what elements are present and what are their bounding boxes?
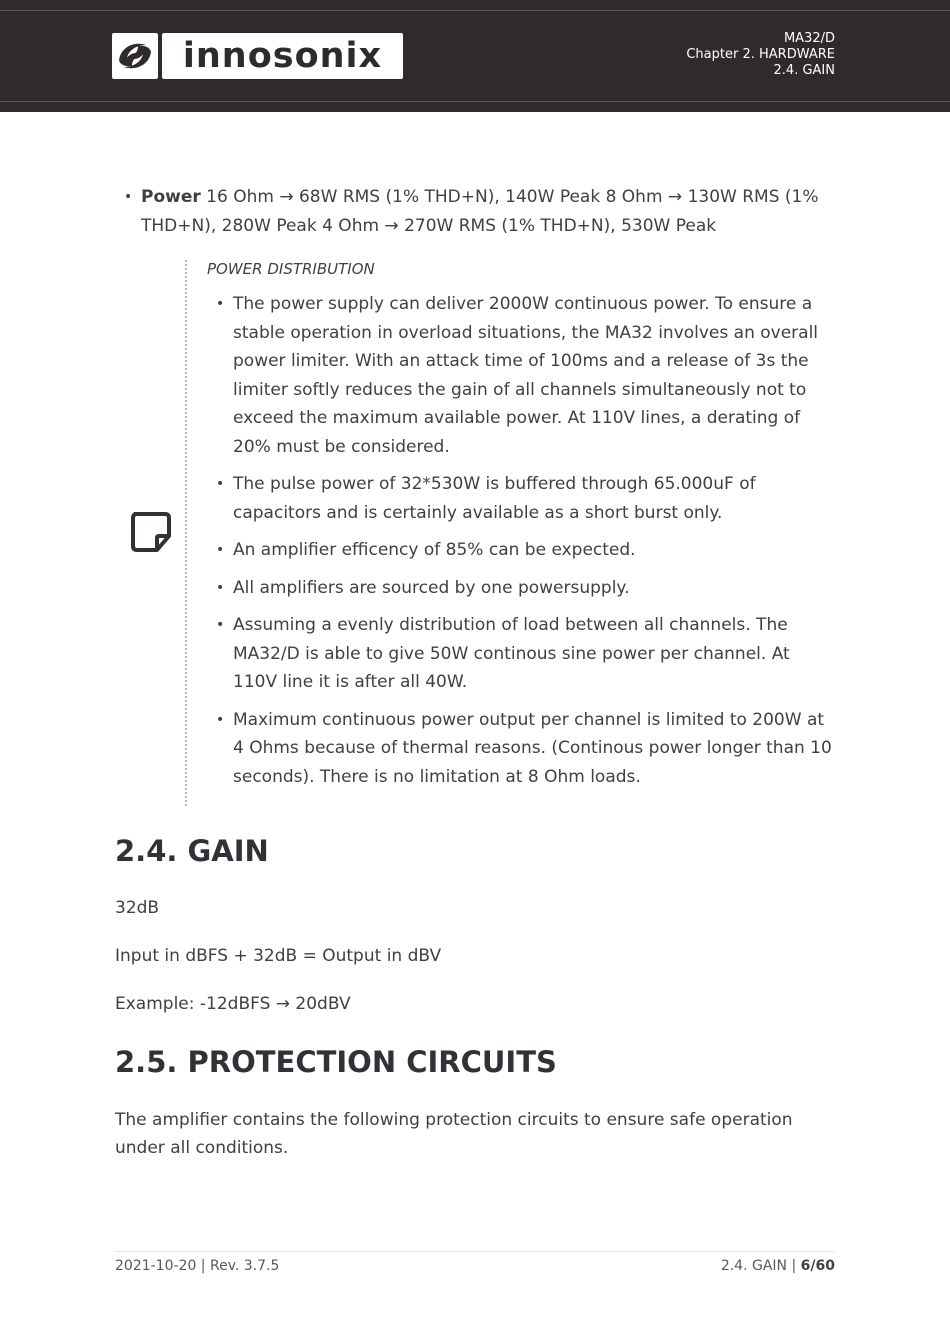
footer-separator: | (787, 1258, 801, 1274)
note-item: • Maximum continuous power output per channel is limited to 200W at 4 Ohms because of thermal reasons. (Continous power longer than 10 seconds). There is no limitation at 8 Ohm loads. (207, 706, 835, 792)
power-spec-text: 16 Ohm → 68W RMS (1% THD+N), 140W Peak 8 Ohm → 130W RMS (1% THD+N), 280W Peak 4 Ohm → 270W RMS (1% THD+N), 530W Peak (141, 187, 819, 236)
page-total: /60 (810, 1258, 835, 1274)
note-admonition (185, 260, 835, 806)
power-label: Power (141, 187, 201, 207)
note-item: • An amplifier efficency of 85% can be expected. (207, 536, 835, 565)
protection-heading: 2.5. PROTECTION CIRCUITS (115, 1044, 557, 1079)
note-item: • Assuming a evenly distribution of load between all channels. The MA32/D is able to give 50W continous sine power per channel. At 110V line it is after all 40W. (207, 611, 835, 697)
note-item: • All amplifiers are sourced by one powersupply. (207, 574, 835, 603)
footer-section: 2.4. GAIN (720, 1258, 788, 1274)
note-item: • The pulse power of 32*530W is buffered through 65.000uF of capacitors and is certainly available as a short burst only. (207, 470, 835, 527)
note-item: • The power supply can deliver 2000W continuous power. To ensure a stable operation in overload situations, the MA32 involves an overall power limiter. With an attack time of 100ms and a release of 3s the limiter softly reduces the gain of all channels simultaneously not to exceed the maximum available power. At 110V lines, a derating of 20% must be considered. (207, 290, 835, 461)
header-meta (686, 31, 835, 79)
section-title: 2.4. GAIN (773, 63, 835, 78)
footer-page-info (721, 1258, 835, 1274)
gain-heading: 2.4. GAIN (115, 834, 269, 868)
page-number: 6 (800, 1258, 811, 1274)
header-rule-bottom (0, 101, 950, 102)
logo-icon (112, 33, 158, 79)
page-header (0, 0, 950, 112)
doc-id: MA32/D (783, 31, 835, 46)
gain-formula: Input in dBFS + 32dB = Output in dBV (115, 945, 442, 966)
header-rule-top (0, 10, 950, 11)
footer-date-revision: 2021-10-20 | Rev. 3.7.5 (115, 1258, 280, 1274)
footer-rule (115, 1251, 835, 1252)
logo-wordmark: innosonix (162, 33, 403, 79)
note-icon (129, 510, 173, 554)
protection-text: The amplifier contains the following protection circuits to ensure safe operation under all conditions. (115, 1109, 793, 1158)
gain-example: Example: -12dBFS → 20dBV (115, 994, 351, 1014)
chapter-title: Chapter 2. HARDWARE (686, 47, 835, 62)
page-content (115, 183, 835, 1163)
power-spec-item (115, 183, 835, 240)
gain-value: 32dB (115, 898, 160, 918)
note-title: POWER DISTRIBUTION (207, 260, 375, 278)
